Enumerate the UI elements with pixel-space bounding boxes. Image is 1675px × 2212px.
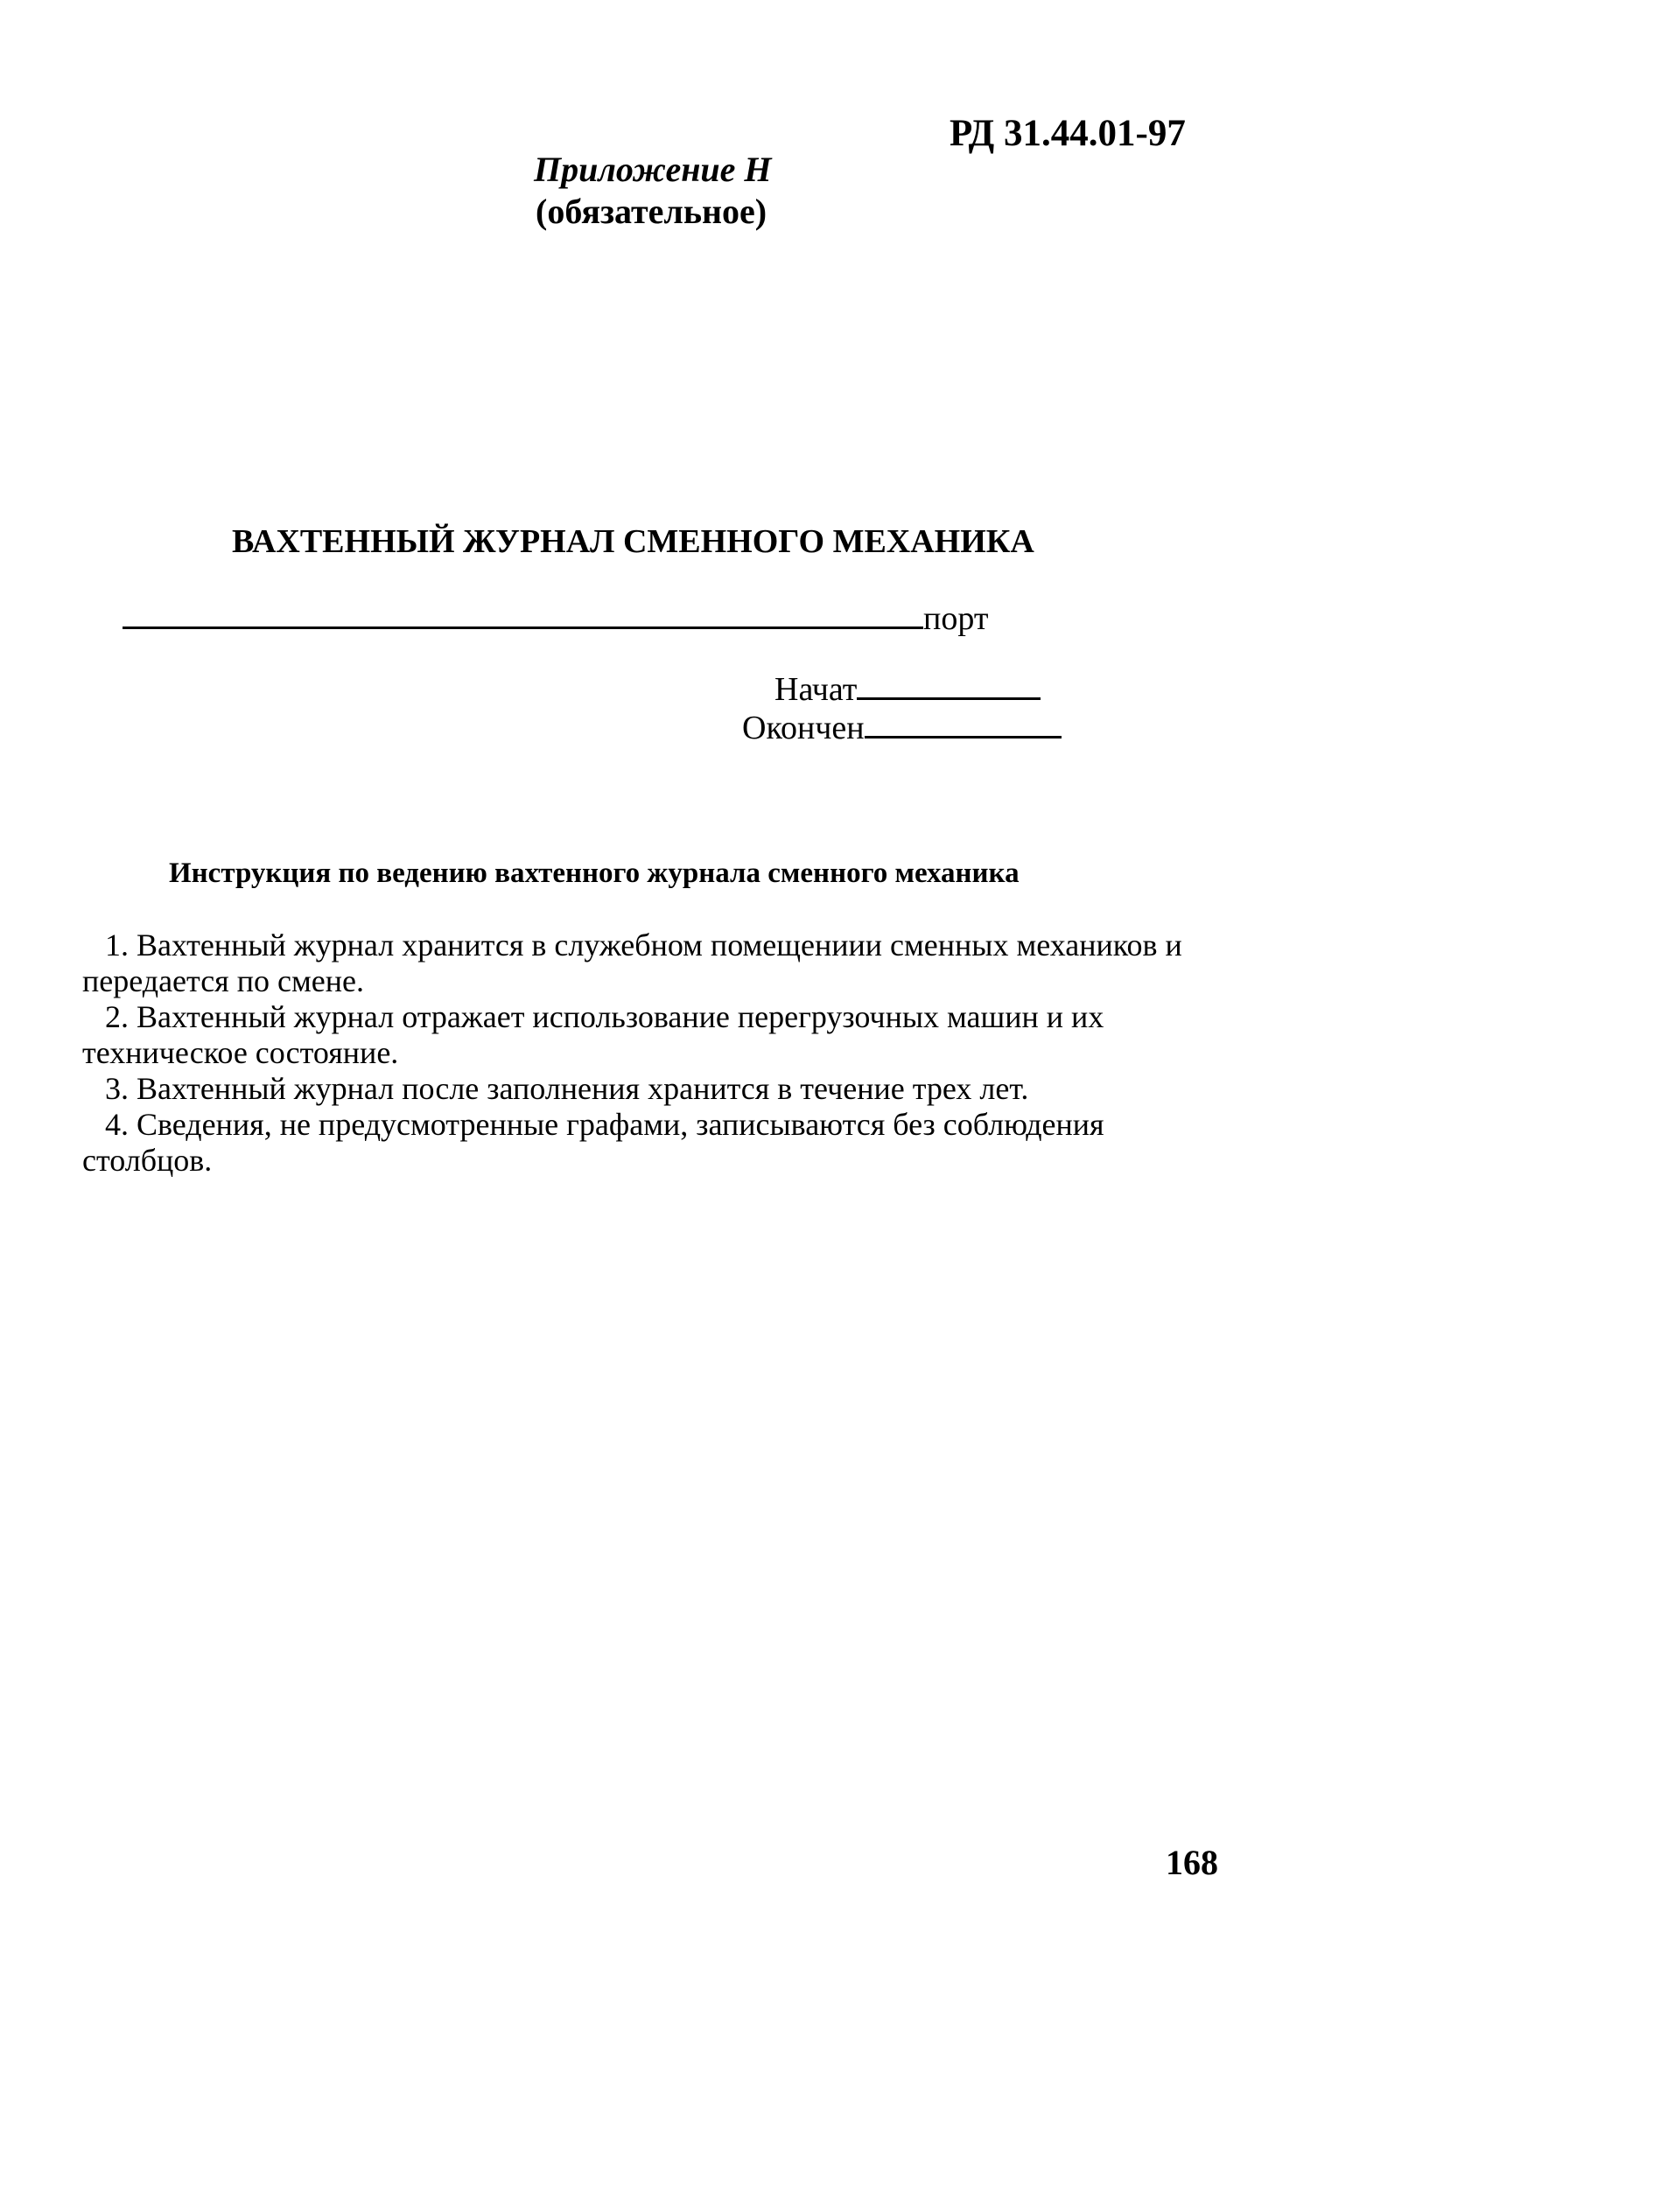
start-date-field: [774, 670, 1041, 709]
page-number: 168: [1166, 1843, 1218, 1882]
start-label: Начат: [774, 671, 858, 708]
document-code: РД 31.44.01-97: [950, 113, 1186, 154]
instruction-item: 3. Вахтенный журнал после заполнения хранится в течение трех лет.: [105, 1071, 1029, 1106]
port-label: порт: [923, 600, 989, 637]
instruction-item: 2. Вахтенный журнал отражает использование перегрузочных машин и их техническое состояние.: [82, 999, 1104, 1070]
end-date-field: [742, 709, 1062, 747]
annex-title: Приложение Н: [534, 150, 772, 189]
instructions-list: [82, 928, 1220, 1179]
start-blank-line: [857, 671, 1041, 700]
end-label: Окончен: [742, 710, 865, 746]
port-blank-line: [123, 598, 923, 629]
port-field: [123, 598, 988, 638]
instructions-title: Инструкция по ведению вахтенного журнала сменного механика: [169, 858, 1020, 889]
annex-status-note: (обязательное): [536, 192, 767, 231]
instruction-item: 1. Вахтенный журнал хранится в служебном помещениии сменных механиков и передается по смене.: [82, 928, 1182, 998]
end-blank-line: [865, 710, 1062, 738]
instruction-item: 4. Сведения, не предусмотренные графами, записываются без соблюдения столбцов.: [82, 1107, 1104, 1178]
page-title: ВАХТЕННЫЙ ЖУРНАЛ СМЕННОГО МЕХАНИКА: [232, 523, 1034, 560]
